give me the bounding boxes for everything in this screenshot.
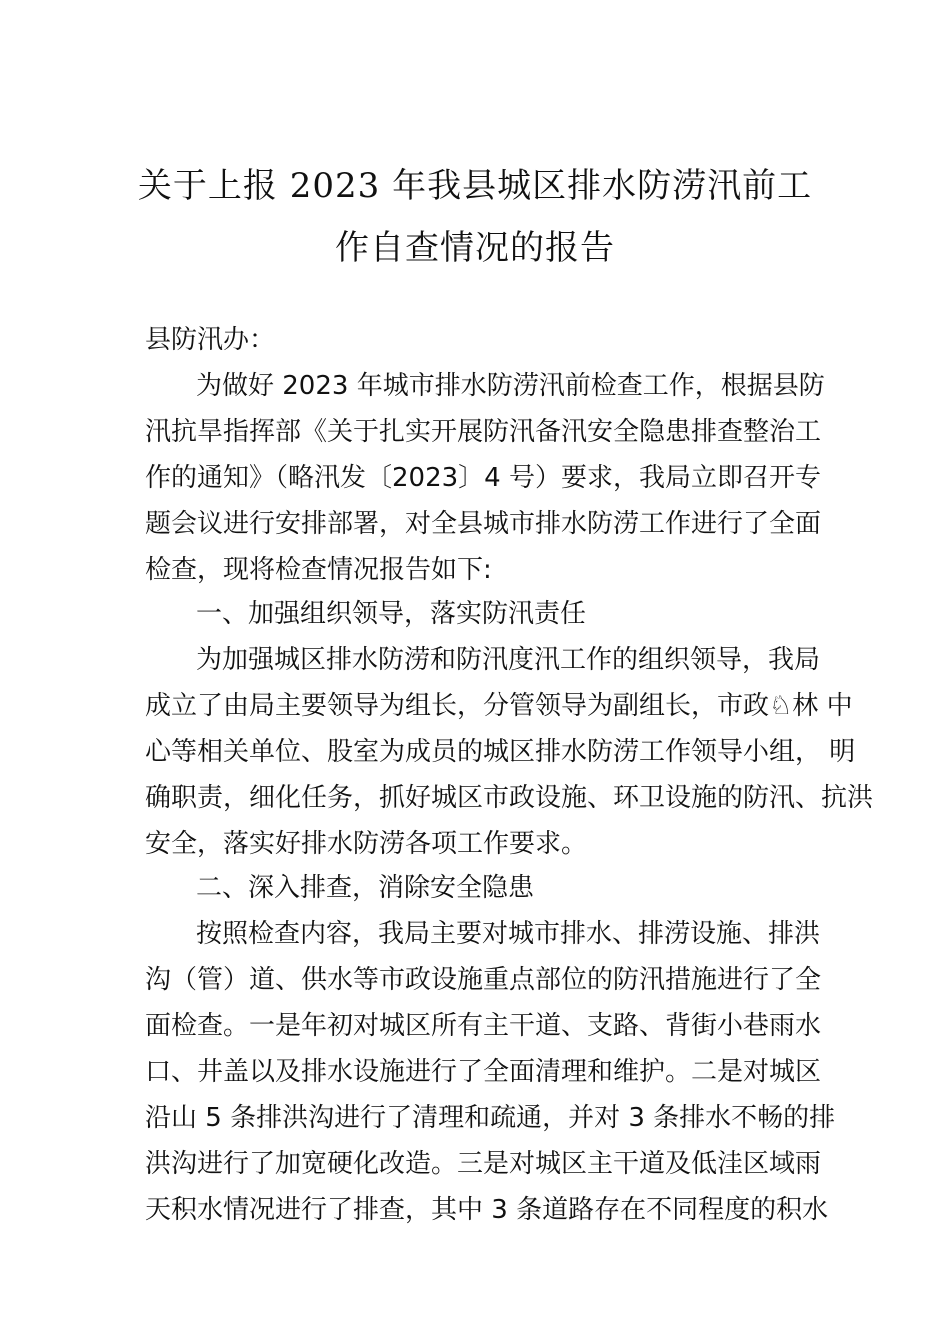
paragraph-1-line: 检查，现将检查情况报告如下: xyxy=(145,555,492,585)
paragraph-3-line: 洪沟进行了加宽硬化改造。三是对城区主干道及低洼区域雨 xyxy=(145,1149,822,1179)
document-title-line-1: 关于上报 2023 年我县城区排水防涝汛前工 xyxy=(137,166,813,206)
paragraph-3-line: 天积水情况进行了排查，其中 3 条道路存在不同程度的积水 xyxy=(145,1195,829,1225)
paragraph-1-line: 为做好 2023 年城市排水防涝汛前检查工作，根据县防 xyxy=(196,371,825,401)
paragraph-3-line: 沟（管）道、供水等市政设施重点部位的防汛措施进行了全 xyxy=(145,965,822,995)
document-title-line-2: 作自查情况的报告 xyxy=(335,228,615,268)
section-heading-2: 二、深入排查，消除安全隐患 xyxy=(196,873,535,903)
paragraph-1-line: 作的通知》（略汛发〔2023〕4 号）要求，我局立即召开专 xyxy=(145,463,821,493)
paragraph-1-line: 题会议进行安排部署，对全县城市排水防涝工作进行了全面 xyxy=(145,509,822,539)
salutation: 县防汛办： xyxy=(145,325,276,355)
paragraph-3-line: 沿山 5 条排洪沟进行了清理和疏通，并对 3 条排水不畅的排 xyxy=(145,1103,836,1133)
paragraph-3-line: 口、井盖以及排水设施进行了全面清理和维护。二是对城区 xyxy=(145,1057,822,1087)
paragraph-3-line: 按照检查内容，我局主要对城市排水、排涝设施、排洪 xyxy=(196,919,821,949)
paragraph-2-line: 安全，落实好排水防涝各项工作要求。 xyxy=(145,829,588,859)
paragraph-1-line: 汛抗旱指挥部《关于扎实开展防汛备汛安全隐患排查整治工 xyxy=(145,417,822,447)
paragraph-2-line: 为加强城区排水防涝和防汛度汛工作的组织领导，我局 xyxy=(196,645,821,675)
paragraph-2-line: 心等相关单位、股室为成员的城区排水防涝工作领导小组， 明 xyxy=(145,737,856,767)
paragraph-2-line: 成立了由局主要领导为组长，分管领导为副组长，市政♘林 中 xyxy=(145,691,853,721)
paragraph-3-line: 面检查。一是年初对城区所有主干道、支路、背街小巷雨水 xyxy=(145,1011,822,1041)
paragraph-2-line: 确职责，细化任务，抓好城区市政设施、环卫设施的防汛、抗洪 xyxy=(145,783,874,813)
section-heading-1: 一、加强组织领导，落实防汛责任 xyxy=(196,599,587,629)
